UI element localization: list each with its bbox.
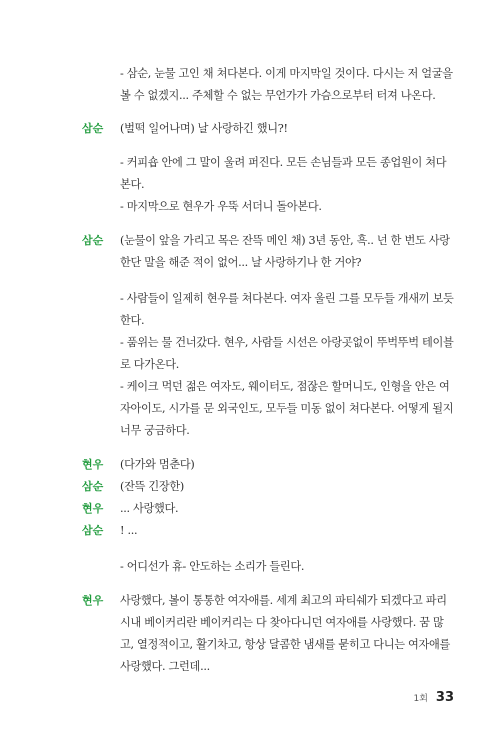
dialogue-line: (벌떡 일어나며) 날 사랑하긴 했니?! (120, 122, 288, 135)
direction-line: - 어디선가 휴- 안도하는 소리가 들린다. (120, 560, 305, 573)
dialogue-line: ! ... (120, 524, 138, 537)
dialogue-line: 사랑했다, 볼이 통통한 여자애를. 세계 최고의 파티쉐가 되겠다고 파리 (120, 594, 447, 607)
dialogue-line: ... 사랑했다. (120, 502, 179, 515)
speaker-label: 삼순 (82, 524, 104, 537)
direction-line: 로 다가온다. (120, 358, 180, 371)
speaker-label: 현우 (82, 594, 104, 607)
dialogue-line: (눈물이 앞을 가리고 목은 잔뜩 메인 채) 3년 동안, 흑.. 넌 한 번도 사랑 (120, 234, 450, 247)
page-number: 33 (435, 690, 454, 705)
speaker-label: 삼순 (82, 234, 104, 247)
direction-line: 자아이도, 시가를 문 외국인도, 모두들 미동 없이 쳐다본다. 어떻게 될지 (120, 402, 454, 415)
direction-line: - 케이크 먹던 젊은 여자도, 웨이터도, 점잖은 할머니도, 인형을 안은 여 (120, 380, 450, 393)
direction-line: 너무 궁금하다. (120, 424, 190, 437)
direction-line: 볼 수 없겠지... 주체할 수 없는 무언가가 가슴으로부터 터져 나온다. (120, 89, 436, 102)
speaker-label: 삼순 (82, 122, 104, 135)
dialogue-line: 사랑했다. 그런데... (120, 660, 210, 673)
dialogue-line: 고, 열정적이고, 활기차고, 항상 달콤한 냄새를 묻히고 다니는 여자애를 (120, 638, 451, 651)
dialogue-line: (다가와 멈춘다) (120, 458, 195, 471)
direction-line: - 삼순, 눈물 고인 채 쳐다본다. 이게 마지막일 것이다. 다시는 저 얼굴을 (120, 67, 453, 80)
direction-line: 본다. (120, 178, 145, 191)
page-footer (413, 690, 454, 705)
speaker-label: 현우 (82, 458, 104, 471)
direction-line: - 품위는 물 건너갔다. 현우, 사람들 시선은 아랑곳없이 뚜벅뚜벅 테이블 (120, 336, 454, 349)
dialogue-line: 시내 베이커리란 베이커리는 다 찾아다니던 여자애를 사랑했다. 꿈 많 (120, 616, 444, 629)
chapter-label: 1회 (413, 694, 428, 704)
dialogue-line: 한단 말을 해준 적이 없어... 날 사랑하기나 한 거야? (120, 256, 362, 269)
dialogue-line: (잔뜩 긴장한) (120, 480, 184, 493)
speaker-label: 삼순 (82, 480, 104, 493)
direction-line: - 커피숍 안에 그 말이 울려 퍼진다. 모든 손님들과 모든 종업원이 쳐다 (120, 156, 447, 169)
direction-line: 한다. (120, 314, 145, 327)
direction-line: - 마지막으로 현우가 우뚝 서더니 돌아본다. (120, 200, 322, 213)
speaker-label: 현우 (82, 502, 104, 515)
direction-line: - 사람들이 일제히 현우를 쳐다본다. 여자 울린 그를 모두들 개새끼 보듯 (120, 292, 454, 305)
